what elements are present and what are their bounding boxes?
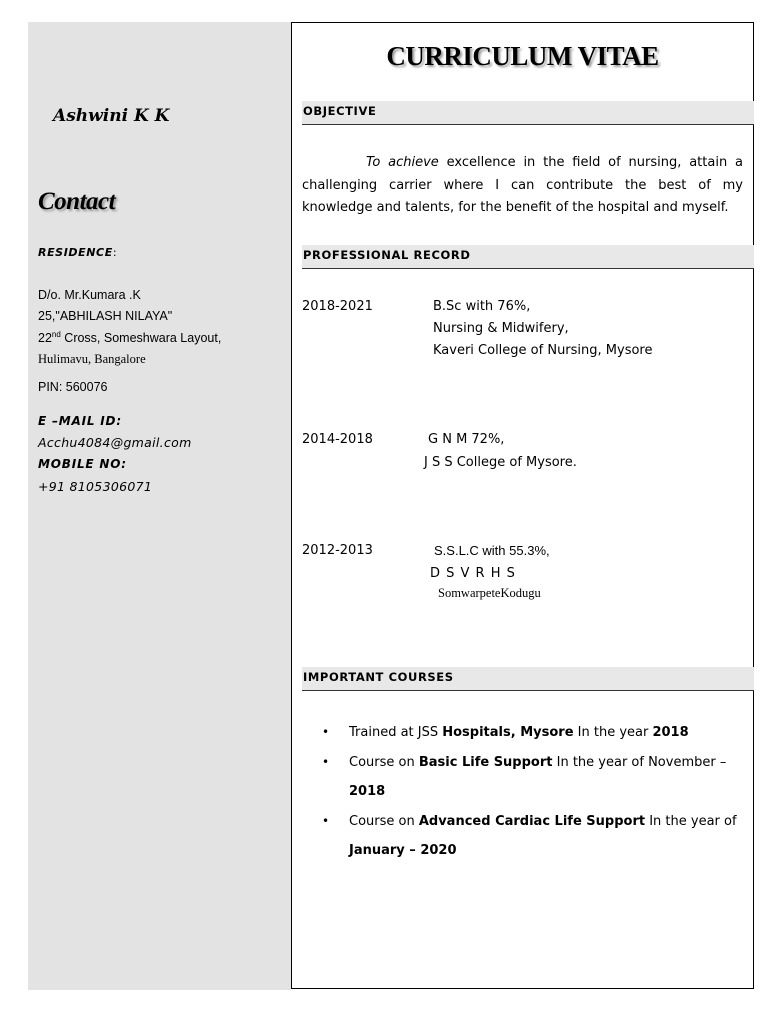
address-line-2: 25,"ABHILASH NILAYA" [38, 309, 173, 323]
residence-label-text: RESIDENCE [38, 246, 113, 259]
objective-lead: To achieve [366, 155, 439, 170]
objective-section-bar [302, 101, 754, 125]
record-detail: B.Sc with 76%, [433, 299, 531, 314]
list-item [302, 718, 742, 748]
objective-body: excellence in the field of nursing, attain a challenging carrier where I can contribute the best of my knowledge and talents, for the benefit of the hospital and myself. [302, 155, 743, 215]
bullet-icon: • [322, 725, 330, 739]
objective-heading: OBJECTIVE [303, 104, 377, 118]
contact-heading: Contact [38, 188, 116, 215]
course-text: Course on [349, 813, 419, 829]
record-detail: G N M 72%, [428, 432, 505, 447]
record-detail: D S V R H S [430, 566, 516, 581]
address-line-1: D/o. Mr.Kumara .K [38, 288, 141, 302]
address-line-3-number: 22 [38, 331, 52, 346]
sidebar [28, 22, 291, 990]
course-text: Trained at JSS [349, 725, 443, 740]
record-detail: S.S.L.C with 55.3%, [434, 543, 550, 558]
course-text: In the year of [645, 813, 737, 829]
record-detail: J S S College of Mysore. [424, 455, 577, 470]
record-years: 2018-2021 [302, 299, 373, 314]
address-line-3 [38, 330, 221, 345]
record-years: 2012-2013 [302, 543, 373, 558]
residence-label-colon: : [112, 246, 118, 259]
main-panel [291, 22, 754, 989]
courses-list [302, 718, 742, 866]
email-value: Acchu4084@gmail.com [38, 435, 192, 450]
course-bold: Advanced Cardiac Life Support [418, 813, 646, 829]
course-bold: 2018 [652, 725, 689, 740]
course-text: Course on [349, 754, 419, 770]
course-bold: Hospitals, Mysore [442, 725, 574, 740]
address-pin: PIN: 560076 [38, 380, 108, 394]
course-bold: 2018 [349, 784, 386, 799]
courses-section-bar [302, 667, 754, 691]
courses-heading: IMPORTANT COURSES [303, 670, 454, 684]
address-line-3-suffix: nd [51, 330, 61, 339]
course-bold: Basic Life Support [418, 754, 553, 770]
course-text: In the year [573, 725, 653, 740]
course-bold: January – 2020 [349, 843, 457, 858]
address-line-3-rest: Cross, Someshwara Layout, [60, 331, 222, 346]
objective-text [302, 152, 743, 220]
list-item [302, 807, 742, 866]
candidate-name: Ashwini K K [53, 106, 170, 126]
bullet-icon: • [322, 754, 330, 769]
record-detail: Nursing & Midwifery, [433, 321, 569, 336]
cv-title: CURRICULUM VITAE [386, 41, 659, 71]
bullet-icon: • [322, 813, 330, 828]
course-text: In the year of November – [552, 754, 727, 770]
record-section-bar [302, 245, 754, 269]
record-detail: SomwarpeteKodugu [438, 586, 541, 600]
mobile-label: MOBILE NO: [38, 457, 127, 471]
record-heading: PROFESSIONAL RECORD [303, 248, 471, 262]
mobile-value: +91 8105306071 [38, 479, 153, 494]
address-line-4: Hulimavu, Bangalore [38, 352, 146, 366]
record-years: 2014-2018 [302, 432, 373, 447]
residence-label [38, 246, 117, 259]
list-item [302, 748, 742, 807]
email-label: E –MAIL ID: [38, 414, 122, 428]
record-detail: Kaveri College of Nursing, Mysore [433, 343, 653, 358]
